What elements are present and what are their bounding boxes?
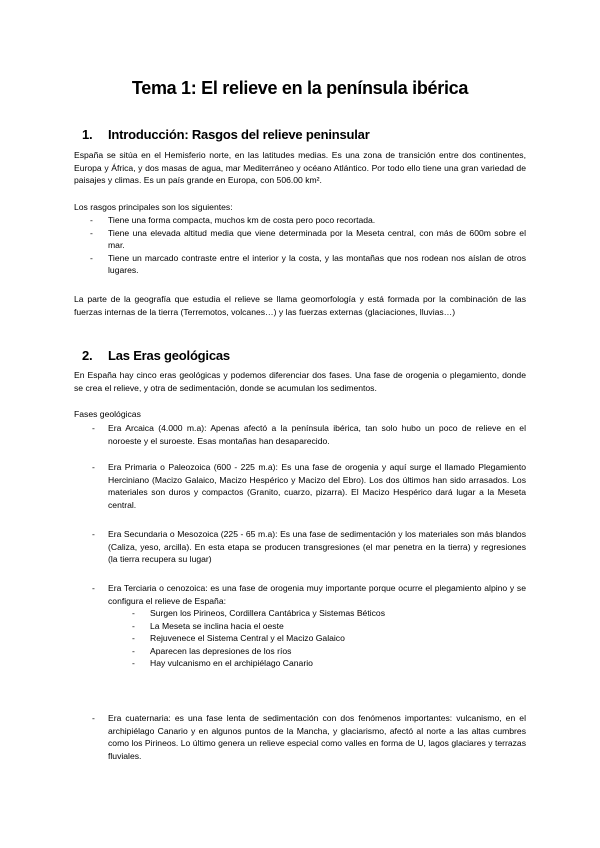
section-1-number: 1.	[82, 127, 93, 142]
section-2-title: Las Eras geológicas	[108, 348, 230, 363]
section-2-heading	[82, 348, 230, 363]
rasgos-list	[90, 214, 526, 277]
list-item: - Surgen los Pirineos, Cordillera Cantábrica y Sistemas Béticos	[132, 607, 526, 620]
rasgos-intro: Los rasgos principales son los siguientes:	[74, 202, 233, 212]
list-item: - Aparecen las depresiones de los ríos	[132, 645, 526, 658]
era-item-cuaternaria: - Era cuaternaria: es una fase lenta de sedimentación con dos fenómenos importantes: vulcanismo, en el archipiélago Canario y en algunos puntos de la Mancha, y glaciarismo, afectó al norte a las altas cumbres como los Pirineos. Lo último genera un relieve especial como valles en forma de U, lagos glaciares y terrazas fluviales.	[92, 713, 526, 761]
list-item: - Tiene una forma compacta, muchos km de costa pero poco recortada.	[90, 214, 526, 227]
era-item-terciaria: - Era Terciaria o cenozoica: es una fase de orogenia muy importante porque ocurre el plegamiento alpino y se configura el relieve de España: - Surgen los Pirineos, Cordillera Cantábrica y Sistemas Béticos - La Meseta se inclina hacia el oeste - Rejuvenece el Sistema Central y el Macizo Galaico - Aparecen las depresiones de los ríos - Hay vulcanismo en el archipiélago Canario	[92, 582, 526, 670]
era-item-arcaica: - Era Arcaica (4.000 m.a): Apenas afectó a la península ibérica, tan solo hubo un poco de relieve en el noroeste y el suroeste. Esas montañas han desaparecido.	[92, 423, 526, 446]
list-item: - Tiene una elevada altitud media que viene determinada por la Meseta central, con más de 600m sobre el mar.	[90, 227, 526, 252]
section-2-intro: En España hay cinco eras geológicas y podemos diferenciar dos fases. Una fase de orogenia o plegamiento, donde se crea el relieve, y otra de sedimentación, donde se acumulan los sedimentos.	[74, 370, 526, 393]
era-text: Era Arcaica (4.000 m.a): Apenas afectó a la península ibérica, tan solo hubo un poco de relieve en el noroeste y el suroeste. Esas montañas han desaparecido.	[108, 423, 526, 446]
era-text: Era cuaternaria: es una fase lenta de sedimentación con dos fenómenos importantes: vulcanismo, en el archipiélago Canario y en algunos puntos de la Mancha, y glaciarismo, afectó al norte a las altas cumbres como los Pirineos. Lo último genera un relieve especial como valles en forma de U, lagos glaciares y terrazas fluviales.	[108, 713, 526, 761]
list-item: - Rejuvenece el Sistema Central y el Macizo Galaico	[132, 632, 526, 645]
section-1-intro: España se sitúa en el Hemisferio norte, en las latitudes medias. Es una zona de transición entre dos continentes, Europa y África, y dos masas de agua, mar Mediterráneo y océano Atlántico. Por todo ello tiene una gran variedad de paisajes y climas. Es un país grande en Europa, con 506.00 km².	[74, 150, 526, 185]
geomorfologia-paragraph: La parte de la geografía que estudia el relieve se llama geomorfología y está formada por la combinación de las fuerzas internas de la tierra (Terremotos, volcanes…) y las fuerzas externas (glaciaciones, lluvias…)	[74, 294, 526, 317]
era-text: Era Terciaria o cenozoica: es una fase de orogenia muy importante porque ocurre el plegamiento alpino y se configura el relieve de España:	[108, 583, 526, 606]
fases-label: Fases geológicas	[74, 409, 141, 419]
era-item-secundaria: - Era Secundaria o Mesozoica (225 - 65 m.a): Es una fase de sedimentación y los materiales son más blandos (Caliza, yeso, arcilla). En esta etapa se producen transgresiones (el mar penetra en la tierra) y regresiones (la tierra recupera su lugar)	[92, 529, 526, 564]
era-item-primaria: - Era Primaria o Paleozoica (600 - 225 m.a): Es una fase de orogenia y aquí surge el llamado Plegamiento Herciniano (Macizo Galaico, Macizo Hespérico y Macizo del Ebro). Los dos últimos han sido arrasados. Los materiales son duros y compactos (Granito, cuarzo, pizarra). El Macizo Hespérico dará lugar a la Meseta central.	[92, 462, 526, 510]
section-2-number: 2.	[82, 348, 93, 363]
list-item: - Tiene un marcado contraste entre el interior y la costa, y las montañas que nos rodean nos aíslan de otros lugares.	[90, 252, 526, 277]
section-1-title: Introducción: Rasgos del relieve peninsular	[108, 127, 370, 142]
era-text: Era Primaria o Paleozoica (600 - 225 m.a): Es una fase de orogenia y aquí surge el llamado Plegamiento Herciniano (Macizo Galaico, Macizo Hespérico y Macizo del Ebro). Los dos últimos han sido arrasados. Los materiales son duros y compactos (Granito, cuarzo, pizarra). El Macizo Hespérico dará lugar a la Meseta central.	[108, 462, 526, 510]
list-item: - La Meseta se inclina hacia el oeste	[132, 620, 526, 633]
list-item: - Hay vulcanismo en el archipiélago Canario	[132, 657, 526, 670]
section-1-heading	[82, 127, 370, 142]
page-title: Tema 1: El relieve en la península ibérica	[131, 78, 469, 98]
era-text: Era Secundaria o Mesozoica (225 - 65 m.a): Es una fase de sedimentación y los materiales son más blandos (Caliza, yeso, arcilla). En esta etapa se producen transgresiones (el mar penetra en la tierra) y regresiones (la tierra recupera su lugar)	[108, 529, 526, 564]
terciaria-sublist	[132, 607, 526, 670]
